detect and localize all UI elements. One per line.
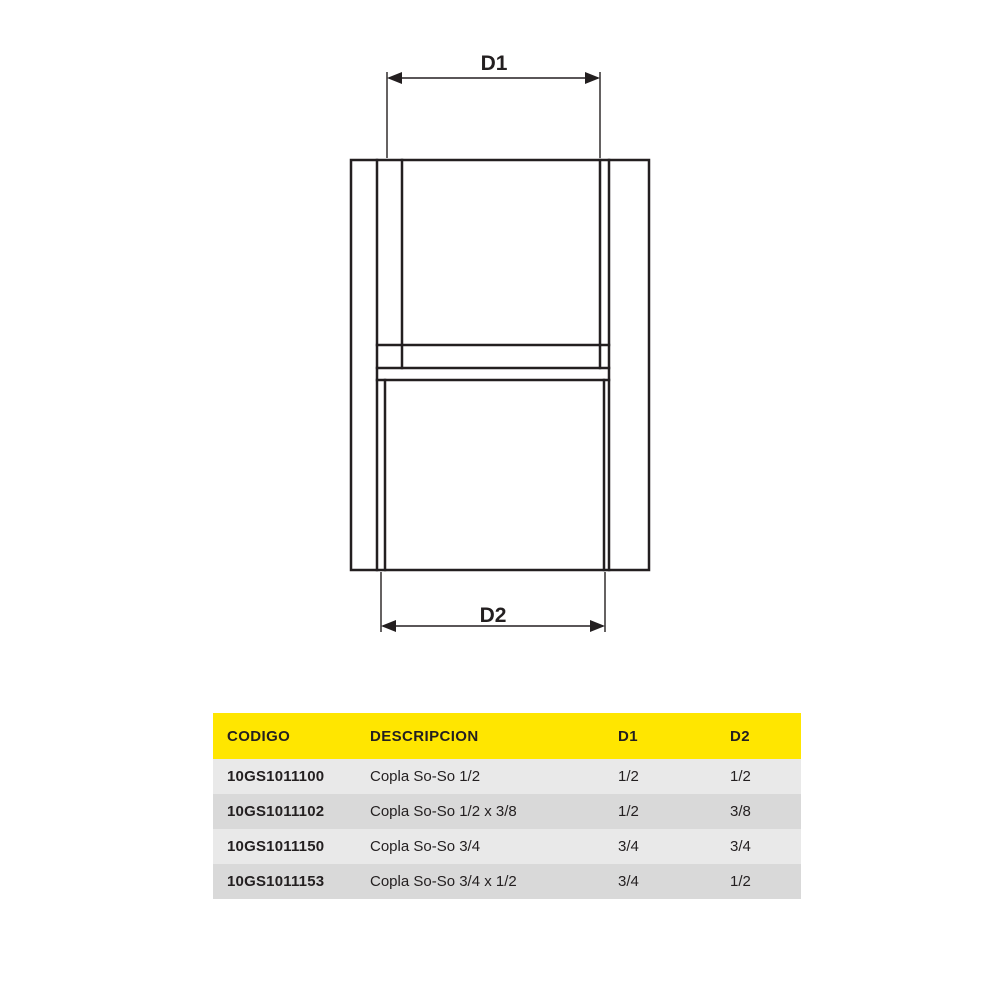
cell-descripcion: Copla So-So 1/2 — [370, 768, 481, 785]
table-row — [213, 864, 801, 899]
cell-codigo: 10GS1011150 — [227, 838, 325, 855]
d2-arrow-right — [590, 620, 605, 632]
cell-d1: 3/4 — [618, 873, 639, 890]
table-header-row — [213, 713, 801, 759]
table-header — [213, 713, 801, 759]
cell-d2: 3/4 — [730, 838, 751, 855]
cell-descripcion: Copla So-So 3/4 x 1/2 — [370, 873, 517, 890]
table-body — [213, 759, 801, 899]
cell-d1: 3/4 — [618, 838, 639, 855]
cell-d1: 1/2 — [618, 803, 639, 820]
d2-arrow-left — [381, 620, 396, 632]
header-d1: D1 — [618, 713, 730, 759]
cell-codigo: 10GS1011153 — [227, 873, 325, 890]
cell-d1: 1/2 — [618, 768, 639, 785]
header-d2: D2 — [730, 713, 801, 759]
header-descripcion: DESCRIPCION — [370, 713, 618, 759]
d1-arrow-left — [387, 72, 402, 84]
d1-label: D1 — [480, 52, 508, 75]
header-codigo: CODIGO — [213, 713, 370, 759]
cell-codigo: 10GS1011100 — [227, 768, 325, 785]
cell-descripcion: Copla So-So 3/4 — [370, 838, 481, 855]
cell-d2: 1/2 — [730, 873, 751, 890]
table-row — [213, 759, 801, 794]
table-row — [213, 829, 801, 864]
d1-arrow-right — [585, 72, 600, 84]
d2-label: D2 — [479, 604, 507, 627]
table-row — [213, 794, 801, 829]
cell-d2: 1/2 — [730, 768, 751, 785]
cell-codigo: 10GS1011102 — [227, 803, 325, 820]
cell-d2: 3/8 — [730, 803, 751, 820]
specification-table — [213, 713, 801, 899]
cell-descripcion: Copla So-So 1/2 x 3/8 — [370, 803, 517, 820]
